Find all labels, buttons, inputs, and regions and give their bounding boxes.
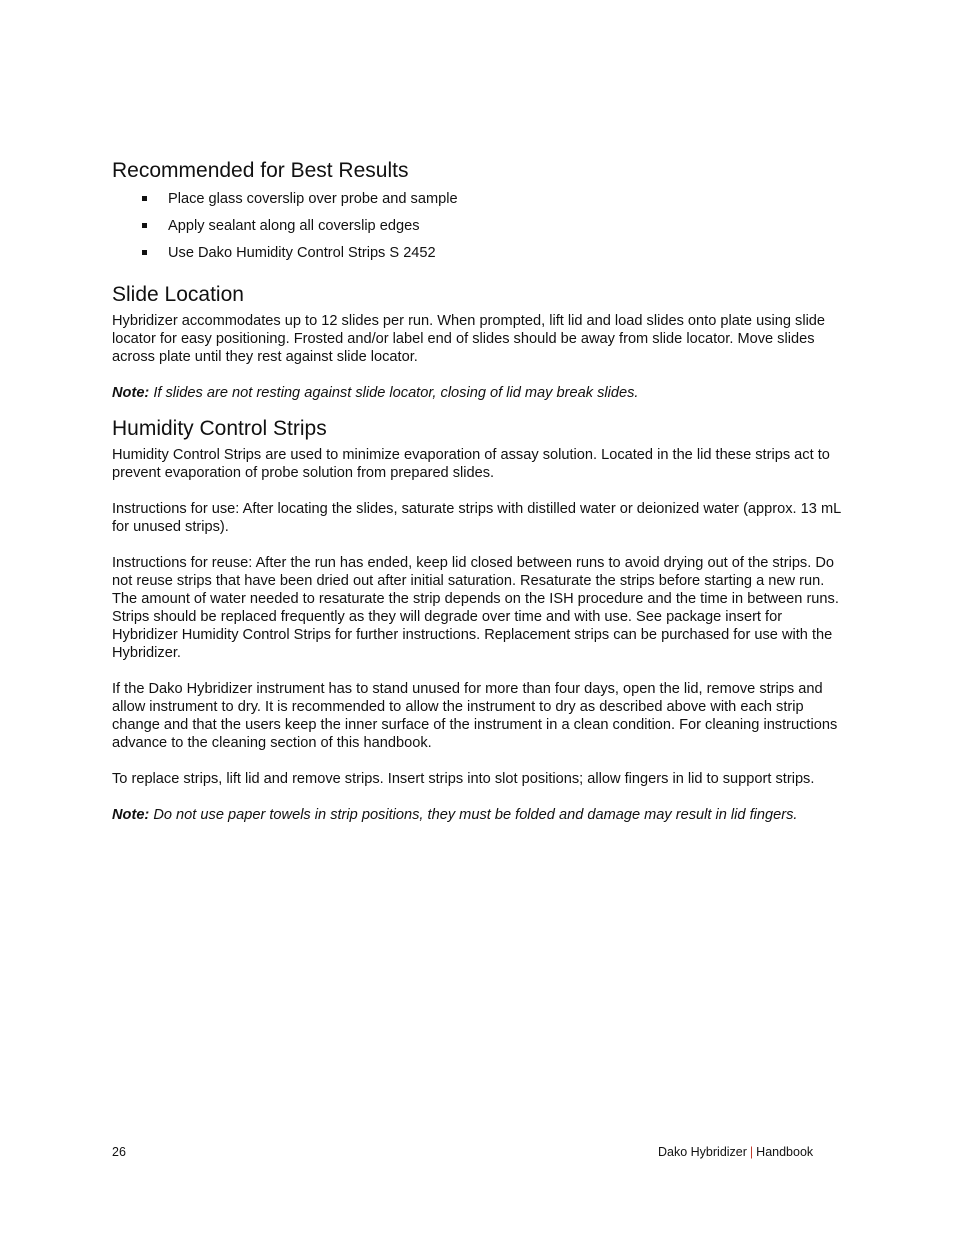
bullet-square-icon <box>142 196 147 201</box>
humidity-paragraph: If the Dako Hybridizer instrument has to stand unused for more than four days, open the lid, remove strips and allow instrument to dry. It is recommended to allow the instrument to dry as described above with each strip change and that the users keep the inner surface of the instrument in a clean condition. For cleaning instructions advance to the cleaning section of this handbook. <box>112 681 838 751</box>
bullet-text: Place glass coverslip over probe and sample <box>168 191 458 207</box>
humidity-paragraph: Humidity Control Strips are used to minimize evaporation of assay solution. Located in the lid these strips act to prevent evaporation of probe solution from prepared slides. <box>112 447 830 481</box>
note-text: If slides are not resting against slide locator, closing of lid may break slides. <box>149 385 639 401</box>
bullet-text: Apply sealant along all coverslip edges <box>168 218 420 234</box>
list-item <box>112 217 847 235</box>
bullet-square-icon <box>142 223 147 228</box>
footer-doc-subtitle: Handbook <box>756 1145 814 1159</box>
humidity-paragraph: To replace strips, lift lid and remove strips. Insert strips into slot positions; allow fingers in lid to support strips. <box>112 771 815 787</box>
list-item <box>112 244 847 262</box>
heading-slide-location: Slide Location <box>112 283 244 306</box>
slide-location-note <box>112 384 847 402</box>
note-label: Note: <box>112 385 150 401</box>
footer-separator: | <box>749 1145 754 1159</box>
bullet-square-icon <box>142 250 147 255</box>
humidity-paragraph: Instructions for use: After locating the slides, saturate strips with distilled water or deionized water (approx. 13 mL for unused strips). <box>112 501 841 535</box>
page-number: 26 <box>112 1145 126 1159</box>
list-item <box>112 190 847 208</box>
page-content <box>112 158 847 824</box>
footer-doc-title: Dako Hybridizer <box>658 1145 747 1159</box>
note-text: Do not use paper towels in strip positions, they must be folded and damage may result in lid fingers. <box>149 807 798 823</box>
heading-humidity: Humidity Control Strips <box>112 417 327 440</box>
bullet-text: Use Dako Humidity Control Strips S 2452 <box>168 245 436 261</box>
recommended-list <box>112 190 847 262</box>
heading-recommended: Recommended for Best Results <box>112 159 409 182</box>
humidity-note <box>112 806 847 824</box>
note-label: Note: <box>112 807 150 823</box>
footer-title <box>658 1145 813 1159</box>
slide-location-paragraph: Hybridizer accommodates up to 12 slides per run. When prompted, lift lid and load slides onto plate using slide locator for easy positioning. Frosted and/or label end of slides should be away from slide locator. Move slides across plate until they rest against slide locator. <box>112 313 826 365</box>
humidity-paragraph: Instructions for reuse: After the run has ended, keep lid closed between runs to avoid drying out of the strips. Do not reuse strips that have been dried out after initial saturation. Resaturate the strips before starting a new run. The amount of water needed to resaturate the strip depends on the ISH procedure and the time in between runs. Strips should be replaced frequently as they will degrade over time and with use. See package insert for Hybridizer Humidity Control Strips for further instructions. Replacement strips can be purchased for use with the Hybridizer. <box>112 555 839 661</box>
